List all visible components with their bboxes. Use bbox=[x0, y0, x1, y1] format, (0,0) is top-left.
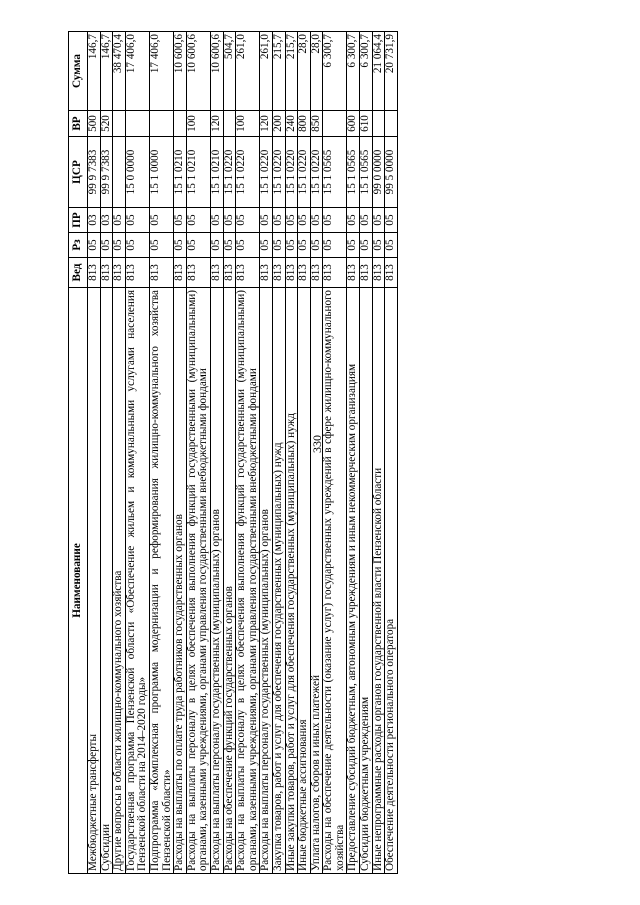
row-csr: 15 1 0210 bbox=[174, 137, 187, 208]
row-amount: 20 731,9 bbox=[385, 32, 398, 111]
row-rz: 05 bbox=[310, 233, 323, 258]
row-pr: 05 bbox=[323, 208, 347, 233]
row-rz: 05 bbox=[100, 233, 113, 258]
row-vr: 120 bbox=[260, 111, 273, 137]
table-row bbox=[260, 32, 273, 874]
row-amount: 28,0 bbox=[310, 32, 323, 111]
row-csr: 99 9 7383 bbox=[100, 137, 113, 208]
row-rz: 05 bbox=[347, 233, 360, 258]
row-csr: 15 1 0220 bbox=[236, 137, 260, 208]
row-vr: 600 bbox=[347, 111, 360, 137]
row-csr: 15 1 0220 bbox=[272, 137, 285, 208]
row-pr: 05 bbox=[125, 208, 149, 233]
row-rz: 05 bbox=[174, 233, 187, 258]
row-vr bbox=[223, 111, 236, 137]
row-name: Субсидии bbox=[100, 288, 113, 874]
row-pr: 05 bbox=[285, 208, 298, 233]
row-rz: 05 bbox=[125, 233, 149, 258]
row-name: Уплата налогов, сборов и иных платежей bbox=[310, 288, 323, 874]
row-pr: 05 bbox=[223, 208, 236, 233]
table-row bbox=[223, 32, 236, 874]
table-row bbox=[385, 32, 398, 874]
row-pr: 05 bbox=[310, 208, 323, 233]
row-name: Расходы на выплаты персоналу в целях обеспечения выполнения функций государственными (муниципальными) органами, казенными учреждениями, органами управления государственными внебюджетными фондами bbox=[186, 288, 210, 874]
row-name: Межбюджетные трансферты bbox=[88, 288, 101, 874]
row-pr: 05 bbox=[210, 208, 223, 233]
row-ved: 813 bbox=[285, 258, 298, 288]
row-amount: 6 300,7 bbox=[360, 32, 373, 111]
row-name: Расходы на выплаты персоналу в целях обеспечения выполнения функций государственными (муниципальными) органами, казенными учреждениями, органами управления государственными внебюджетными фондами bbox=[236, 288, 260, 874]
table-row bbox=[210, 32, 223, 874]
row-name: Субсидии бюджетным учреждениям bbox=[360, 288, 373, 874]
row-name: Обеспечение деятельности регионального оператора bbox=[385, 288, 398, 874]
row-csr: 15 1 0565 bbox=[360, 137, 373, 208]
row-pr: 05 bbox=[360, 208, 373, 233]
row-vr: 100 bbox=[236, 111, 260, 137]
row-pr: 05 bbox=[186, 208, 210, 233]
header-rz: Рз bbox=[69, 233, 88, 258]
table-row bbox=[174, 32, 187, 874]
table-row bbox=[125, 32, 149, 874]
table-row bbox=[113, 32, 126, 874]
row-pr: 05 bbox=[113, 208, 126, 233]
row-vr: 120 bbox=[210, 111, 223, 137]
row-ved: 813 bbox=[298, 258, 311, 288]
row-amount: 6 300,7 bbox=[347, 32, 360, 111]
table-row bbox=[285, 32, 298, 874]
row-name: Подпрограмма «Комплексная программа модернизации и реформирования жилищно-коммунального хозяйства Пензенской области» bbox=[149, 288, 173, 874]
row-rz: 05 bbox=[298, 233, 311, 258]
row-name: Закупка товаров, работ и услуг для обеспечения государственных (муниципальных) нужд bbox=[272, 288, 285, 874]
row-ved: 813 bbox=[210, 258, 223, 288]
row-amount: 261,0 bbox=[236, 32, 260, 111]
row-amount: 146,7 bbox=[88, 32, 101, 111]
row-vr bbox=[149, 111, 173, 137]
row-csr: 15 1 0220 bbox=[310, 137, 323, 208]
row-rz: 05 bbox=[285, 233, 298, 258]
row-ved: 813 bbox=[360, 258, 373, 288]
row-csr: 99 5 0000 bbox=[385, 137, 398, 208]
header-vr: ВР bbox=[69, 111, 88, 137]
row-rz: 05 bbox=[186, 233, 210, 258]
row-rz: 05 bbox=[360, 233, 373, 258]
table-row bbox=[186, 32, 210, 874]
row-amount: 10 600,6 bbox=[210, 32, 223, 111]
row-ved: 813 bbox=[372, 258, 385, 288]
row-name: Другие вопросы в области жилищно-коммунального хозяйства bbox=[113, 288, 126, 874]
row-rz: 05 bbox=[385, 233, 398, 258]
row-name: Расходы на обеспечение функций государственных органов bbox=[223, 288, 236, 874]
table-row bbox=[347, 32, 360, 874]
row-pr: 05 bbox=[260, 208, 273, 233]
row-amount: 17 406,0 bbox=[149, 32, 173, 111]
row-ved: 813 bbox=[125, 258, 149, 288]
table-row bbox=[360, 32, 373, 874]
header-csr: ЦСР bbox=[69, 137, 88, 208]
row-ved: 813 bbox=[186, 258, 210, 288]
row-amount: 215,7 bbox=[272, 32, 285, 111]
row-rz: 05 bbox=[210, 233, 223, 258]
row-pr: 05 bbox=[236, 208, 260, 233]
row-csr: 15 1 0220 bbox=[285, 137, 298, 208]
row-ved: 813 bbox=[236, 258, 260, 288]
row-amount: 21 064,4 bbox=[372, 32, 385, 111]
table-header-row bbox=[69, 32, 88, 874]
page-number: 330 bbox=[310, 435, 324, 453]
header-ved: Вед bbox=[69, 258, 88, 288]
row-amount: 6 300,7 bbox=[323, 32, 347, 111]
row-ved: 813 bbox=[174, 258, 187, 288]
row-name: Иные непрограммные расходы органов государственной власти Пензенской области bbox=[372, 288, 385, 874]
row-ved: 813 bbox=[149, 258, 173, 288]
row-vr: 610 bbox=[360, 111, 373, 137]
row-amount: 17 406,0 bbox=[125, 32, 149, 111]
row-name: Расходы на выплаты персоналу государственных (муниципальных) органов bbox=[210, 288, 223, 874]
row-amount: 261,0 bbox=[260, 32, 273, 111]
row-pr: 05 bbox=[149, 208, 173, 233]
row-pr: 03 bbox=[88, 208, 101, 233]
row-rz: 05 bbox=[260, 233, 273, 258]
row-rz: 05 bbox=[236, 233, 260, 258]
row-name: Государственная программа Пензенской области «Обеспечение жильем и коммунальными услугами населения Пензенской области на 2014–2020 годы» bbox=[125, 288, 149, 874]
row-ved: 813 bbox=[347, 258, 360, 288]
row-amount: 215,7 bbox=[285, 32, 298, 111]
row-csr: 15 1 0565 bbox=[323, 137, 347, 208]
row-pr: 05 bbox=[372, 208, 385, 233]
row-ved: 813 bbox=[310, 258, 323, 288]
row-rz: 05 bbox=[88, 233, 101, 258]
row-name: Иные закупки товаров, работ и услуг для обеспечения государственных (муниципальных) нужд bbox=[285, 288, 298, 874]
table-row bbox=[323, 32, 347, 874]
row-name: Расходы на обеспечение деятельности (оказание услуг) государственных учреждений в сфере жилищно-коммунального хозяйства bbox=[323, 288, 347, 874]
header-pr: ПР bbox=[69, 208, 88, 233]
row-ved: 813 bbox=[88, 258, 101, 288]
row-rz: 05 bbox=[272, 233, 285, 258]
table-row bbox=[310, 32, 323, 874]
row-rz: 05 bbox=[372, 233, 385, 258]
row-vr bbox=[385, 111, 398, 137]
table-row bbox=[272, 32, 285, 874]
row-vr bbox=[323, 111, 347, 137]
row-vr bbox=[125, 111, 149, 137]
row-amount: 38 470,4 bbox=[113, 32, 126, 111]
rotated-table-container bbox=[68, 32, 550, 874]
row-csr: 15 1 0220 bbox=[223, 137, 236, 208]
row-ved: 813 bbox=[223, 258, 236, 288]
row-vr: 500 bbox=[88, 111, 101, 137]
row-ved: 813 bbox=[272, 258, 285, 288]
row-vr: 850 bbox=[310, 111, 323, 137]
row-rz: 05 bbox=[323, 233, 347, 258]
row-csr: 99 0 0000 bbox=[372, 137, 385, 208]
row-ved: 813 bbox=[113, 258, 126, 288]
row-vr: 100 bbox=[186, 111, 210, 137]
table-row bbox=[88, 32, 101, 874]
row-vr: 800 bbox=[298, 111, 311, 137]
row-amount: 146,7 bbox=[100, 32, 113, 111]
row-csr: 15 1 0000 bbox=[149, 137, 173, 208]
row-pr: 05 bbox=[347, 208, 360, 233]
row-csr: 15 1 0565 bbox=[347, 137, 360, 208]
table-row bbox=[100, 32, 113, 874]
row-rz: 05 bbox=[149, 233, 173, 258]
table-row bbox=[372, 32, 385, 874]
row-name: Расходы на выплаты персоналу государственных (муниципальных) органов bbox=[260, 288, 273, 874]
row-pr: 05 bbox=[298, 208, 311, 233]
row-vr bbox=[174, 111, 187, 137]
row-ved: 813 bbox=[323, 258, 347, 288]
row-pr: 03 bbox=[100, 208, 113, 233]
row-amount: 28,0 bbox=[298, 32, 311, 111]
row-csr: 15 1 0210 bbox=[186, 137, 210, 208]
row-csr: 15 0 0000 bbox=[125, 137, 149, 208]
row-vr: 520 bbox=[100, 111, 113, 137]
row-ved: 813 bbox=[100, 258, 113, 288]
row-amount: 10 600,6 bbox=[186, 32, 210, 111]
table-row bbox=[149, 32, 173, 874]
row-ved: 813 bbox=[385, 258, 398, 288]
row-rz: 05 bbox=[223, 233, 236, 258]
row-csr: 15 1 0210 bbox=[210, 137, 223, 208]
row-pr: 05 bbox=[272, 208, 285, 233]
budget-table bbox=[68, 31, 398, 874]
row-csr: 15 1 0220 bbox=[298, 137, 311, 208]
row-vr bbox=[372, 111, 385, 137]
row-amount: 504,7 bbox=[223, 32, 236, 111]
row-vr: 200 bbox=[272, 111, 285, 137]
row-csr: 99 9 7383 bbox=[88, 137, 101, 208]
row-name: Предоставление субсидий бюджетным, автономным учреждениям и иным некоммерческим организациям bbox=[347, 288, 360, 874]
row-pr: 05 bbox=[174, 208, 187, 233]
row-pr: 05 bbox=[385, 208, 398, 233]
row-csr: 15 1 0220 bbox=[260, 137, 273, 208]
row-rz: 05 bbox=[113, 233, 126, 258]
row-amount: 10 600,6 bbox=[174, 32, 187, 111]
table-row bbox=[236, 32, 260, 874]
table-row bbox=[298, 32, 311, 874]
row-name: Расходы на выплаты по оплате труда работников государственных органов bbox=[174, 288, 187, 874]
row-ved: 813 bbox=[260, 258, 273, 288]
row-vr bbox=[113, 111, 126, 137]
header-amount: Сумма bbox=[69, 32, 88, 111]
row-name: Иные бюджетные ассигнования bbox=[298, 288, 311, 874]
row-vr: 240 bbox=[285, 111, 298, 137]
header-name: Наименование bbox=[69, 288, 88, 874]
row-csr bbox=[113, 137, 126, 208]
